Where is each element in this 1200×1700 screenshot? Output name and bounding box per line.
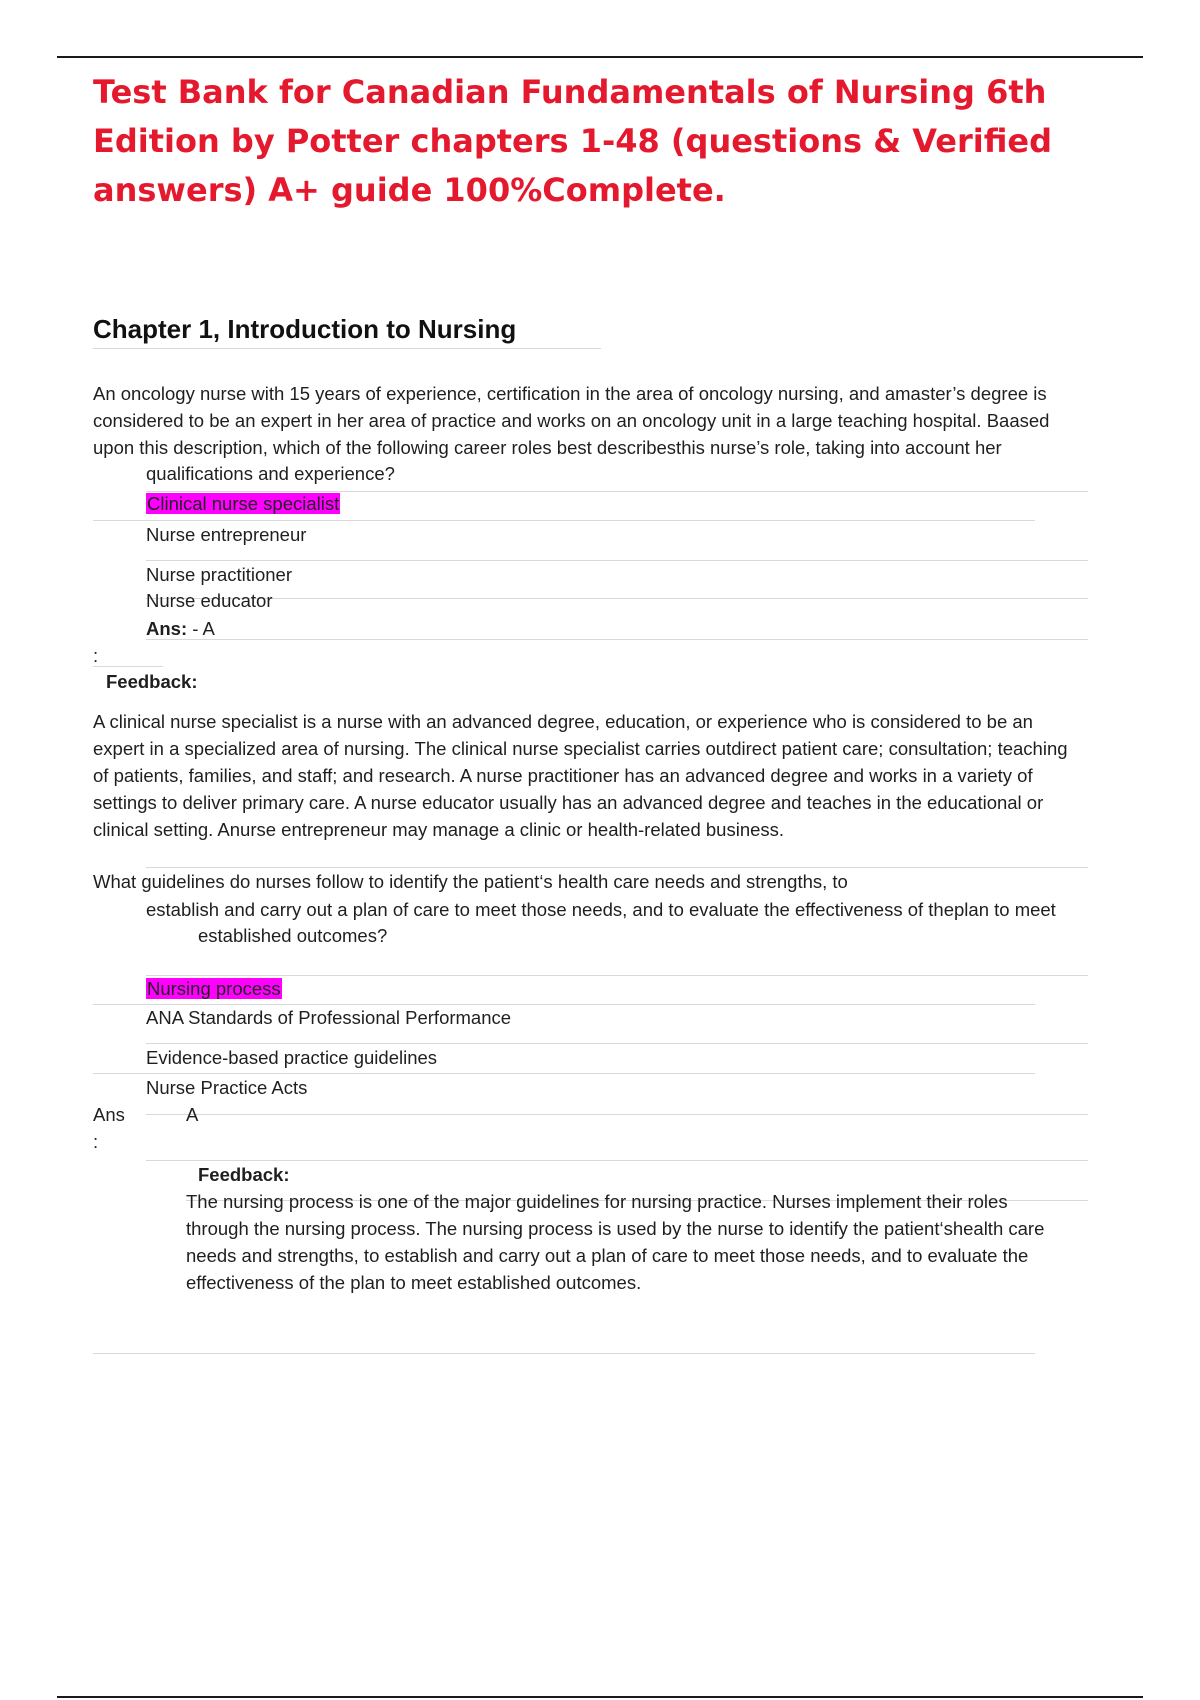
q1-answer-label: Ans: <box>146 618 188 639</box>
q1-option-b: Nurse entrepreneur <box>146 524 307 545</box>
q1-feedback-line-1: A clinical nurse specialist is a nurse with an advanced degree, education, or experience who is considered to be an <box>93 711 1033 732</box>
q2-option-c: Evidence-based practice guidelines <box>146 1047 438 1068</box>
q1-stem-line-3: upon this description, which of the following career roles best describesthis nurse’s role, taking into account her <box>93 437 1002 458</box>
section-end-rule <box>93 1353 1035 1354</box>
q1-stem-line-1: An oncology nurse with 15 years of experience, certification in the area of oncology nursing, and amaster’s degree is <box>93 383 1047 404</box>
q1-colon-marker: : <box>93 645 99 666</box>
q2-feedback-line-3: needs and strengths, to establish and carry out a plan of care to meet those needs, and to evaluate the <box>186 1245 1029 1266</box>
top-page-rule <box>57 56 1143 58</box>
q1-feedback-label: Feedback: <box>106 671 198 692</box>
q2-answer-rule <box>146 1114 1088 1115</box>
bottom-page-rule <box>57 1696 1143 1698</box>
q2-feedback-label: Feedback: <box>198 1164 290 1185</box>
q1-stem-line-4: qualifications and experience? <box>146 463 395 484</box>
q2-feedback-line-4: effectiveness of the plan to meet established outcomes. <box>186 1272 642 1293</box>
q1-feedback-line-5: clinical setting. Anurse entrepreneur may manage a clinic or health-related business. <box>93 819 785 840</box>
q1-answer-value: - A <box>187 618 215 639</box>
q2-option-d: Nurse Practice Acts <box>146 1077 308 1098</box>
q2-stem-line-2: establish and carry out a plan of care to meet those needs, and to evaluate the effectiveness of theplan to meet <box>146 899 1056 920</box>
q1-answer <box>146 615 215 642</box>
chapter-heading: Chapter 1, Introduction to Nursing <box>93 314 517 344</box>
q2-stem-line-1: What guidelines do nurses follow to identify the patient‘s health care needs and strengths, to <box>93 871 848 892</box>
q1-feedback-line-2: expert in a specialized area of nursing. The clinical nurse specialist carries outdirect patient care; consultation; teaching <box>93 738 1068 759</box>
q2-feedback-line-2: through the nursing process. The nursing process is used by the nurse to identify the patient‘shealth care <box>186 1218 1045 1239</box>
q2-answer-label: Ans <box>93 1104 125 1125</box>
q1-colon-rule <box>93 666 163 667</box>
q1-option-rule <box>146 639 1088 640</box>
q2-answer-colon: : <box>93 1131 99 1152</box>
q1-feedback-line-4: settings to deliver primary care. A nurse educator usually has an advanced degree and teaches in the educational or <box>93 792 1044 813</box>
q1-option-rule <box>146 491 1088 492</box>
document-title: Test Bank for Canadian Fundamentals of Nursing 6th Edition by Potter chapters 1-48 (questions & Verified answers) A+ guide 100%Complete. <box>93 73 1053 209</box>
q1-feedback-line-3: of patients, families, and staff; and research. A nurse practitioner has an advanced degree and works in a variety of <box>93 765 1033 786</box>
q1-option-a-highlight: Clinical nurse specialist <box>147 493 340 514</box>
q2-option-rule <box>146 975 1088 976</box>
q1-stem-line-2: considered to be an expert in her area of practice and works on an oncology unit in a large teaching hospital. Baased <box>93 410 1050 431</box>
q2-option-b: ANA Standards of Professional Performance <box>146 1007 512 1028</box>
q2-stem-line-3: established outcomes? <box>198 925 388 946</box>
heading-underline <box>93 348 601 349</box>
q2-option-a-highlight: Nursing process <box>147 978 281 999</box>
q1-option-a <box>146 490 340 517</box>
q2-feedback-line-1: The nursing process is one of the major guidelines for nursing practice. Nurses implement their roles <box>186 1191 1008 1212</box>
q1-option-rule <box>146 598 1088 599</box>
q2-answer-value: A <box>186 1104 199 1125</box>
q2-option-a <box>146 975 282 1002</box>
q1-option-d: Nurse educator <box>146 590 273 611</box>
q1-option-c: Nurse practitioner <box>146 564 293 585</box>
